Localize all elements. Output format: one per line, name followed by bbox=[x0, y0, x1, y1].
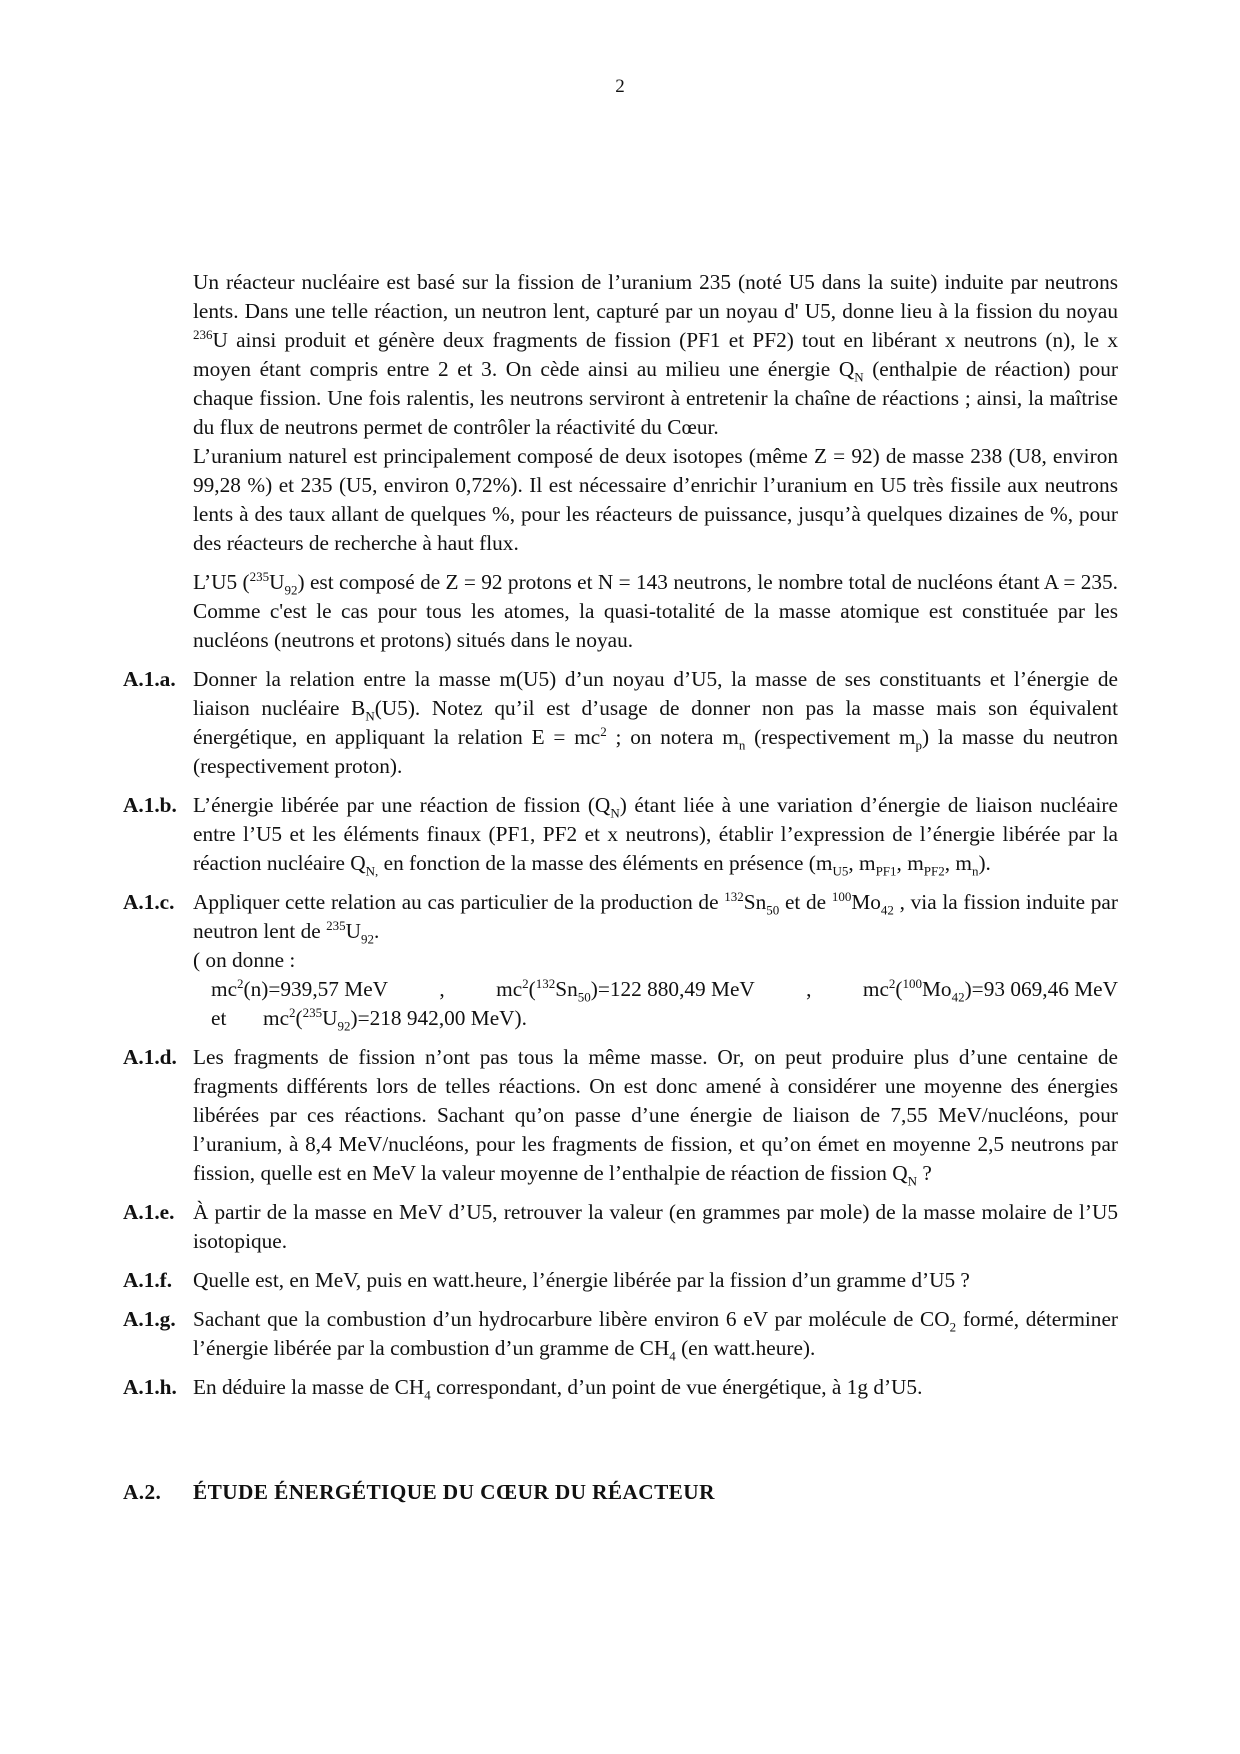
question-label: A.1.e. bbox=[123, 1200, 175, 1224]
page-number: 2 bbox=[615, 76, 625, 97]
question-label: A.1.g. bbox=[123, 1307, 176, 1331]
question-text: Sachant que la combustion d’un hydrocarbure libère environ 6 eV par molécule de $CO_2$ formé, déterminer l’énergie libérée par la combustion d’un gramme de $CH_4$ (en watt.heure). bbox=[193, 1307, 1118, 1364]
question-label: A.1.f. bbox=[123, 1268, 173, 1292]
question-a1a bbox=[123, 665, 1118, 781]
given-intro: ( on donne : bbox=[193, 948, 296, 972]
given-values-line-1: $mc^2(n)=939,57$ MeV , $mc^2(^{132}Sn_{50})=122$ 880,49 MeV , $mc^2(^{100}Mo_{42})=93$ 069,46 MeV bbox=[211, 975, 1118, 1005]
question-label: A.1.b. bbox=[123, 793, 177, 817]
section-title: ÉTUDE ÉNERGÉTIQUE DU CŒUR DU RÉACTEUR bbox=[193, 1480, 715, 1504]
question-label: A.1.c. bbox=[123, 890, 175, 914]
question-label: A.1.d. bbox=[123, 1045, 177, 1069]
question-label: A.1.h. bbox=[123, 1375, 177, 1399]
question-a1c bbox=[123, 888, 1118, 1033]
question-text: Donner la relation entre la masse m(U5) d’un noyau d’U5, la masse de ses constituants et l’énergie de liaison nucléaire $B_N(U5)$. Notez qu’il est d’usage de donner non pas la masse mais son équivalent énergétique, en appliquant la relation $E = mc^2$ ; on notera $m_n$ (respectivement $m_p$) la masse du neutron (respectivement proton). bbox=[193, 667, 1118, 778]
question-text: L’énergie libérée par une réaction de fission $(Q_N)$ étant liée à une variation d’énergie de liaison nucléaire entre l’U5 et les éléments finaux (PF1, PF2 et x neutrons), établir l’expression de l’énergie libérée par la réaction nucléaire $Q_{N,}$ en fonction de la masse des éléments en présence ($m_{U5}$, $m_{PF1}$, $m_{PF2}$, $m_n$). bbox=[193, 793, 1118, 879]
section-number: A.2. bbox=[123, 1480, 162, 1504]
question-text: Quelle est, en MeV, puis en watt.heure, l’énergie libérée par la fission d’un gramme d’U5 ? bbox=[193, 1268, 970, 1292]
question-a1f bbox=[123, 1266, 1118, 1295]
intro-paragraph-2: L’uranium naturel est principalement composé de deux isotopes (même Z = 92) de masse 238 (U8, environ 99,28 %) et 235 (U5, environ 0,72%). Il est nécessaire d’enrichir l’uranium en U5 très fissile aux neutrons lents à des taux allant de quelques %, pour les réacteurs de puissance, jusqu’à quelques dizaines de %, pour des réacteurs de recherche à haut flux. bbox=[193, 444, 1118, 555]
question-a1g bbox=[123, 1305, 1118, 1363]
given-values-line-2: et $mc^2(^{235}U_{92})=218$ 942,00 MeV). bbox=[211, 1004, 527, 1034]
question-text: Appliquer cette relation au cas particulier de la production de $^{132}Sn_{50}$ et de $^{100}Mo_{42}$ , via la fission induite par neutron lent de $^{235}U_{92}$. ( on donne : $mc^2(n)=939,57$ MeV , $mc^2(^{132}Sn_{50})=122$ 880,49 MeV , $mc^2(^{100}Mo_{42})=93$ 069,46 MeV et $mc^2(^{235}U_{92})=218$ 942,00 MeV). bbox=[193, 888, 1118, 1034]
question-a1d bbox=[123, 1043, 1118, 1188]
question-label: A.1.a. bbox=[123, 667, 176, 691]
question-a1h bbox=[123, 1373, 1118, 1402]
document-body bbox=[123, 268, 1118, 1507]
intro-paragraph-1: Un réacteur nucléaire est basé sur la fission de l’uranium 235 (noté U5 dans la suite) induite par neutrons lents. Dans une telle réaction, un neutron lent, capturé par un noyau d' U5, donne lieu à la fission du noyau $^{236}$U ainsi produit et génère deux fragments de fission (PF1 et PF2) tout en libérant x neutrons (n), le x moyen étant compris entre 2 et 3. On cède ainsi au milieu une énergie $Q_N$ (enthalpie de réaction) pour chaque fission. Une fois ralentis, les neutrons serviront à entretenir la chaîne de réactions ; ainsi, la maîtrise du flux de neutrons permet de contrôler la réactivité du Cœur. bbox=[193, 270, 1118, 439]
question-a1b bbox=[123, 791, 1118, 878]
question-text: Les fragments de fission n’ont pas tous la même masse. Or, on peut produire plus d’une centaine de fragments différents lors de telles réactions. On est donc amené à considérer une moyenne des énergies libérées par ces réactions. Sachant qu’on passe d’une énergie de liaison de 7,55 MeV/nucléons, pour l’uranium, à 8,4 MeV/nucléons, pour les fragments de fission, et qu’on émet en moyenne 2,5 neutrons par fission, quelle est en MeV la valeur moyenne de l’enthalpie de réaction de fission $Q_N$ ? bbox=[193, 1045, 1118, 1189]
question-a1e bbox=[123, 1198, 1118, 1256]
intro-paragraph-3: L’U5 $(^{235}U_{92})$ est composé de Z = 92 protons et N = 143 neutrons, le nombre total de nucléons étant A = 235. Comme c'est le cas pour tous les atomes, la quasi-totalité de la masse atomique est constituée par les nucléons (neutrons et protons) situés dans le noyau. bbox=[193, 568, 1118, 652]
question-text: En déduire la masse de $CH_4$ correspondant, d’un point de vue énergétique, à 1g d’U5. bbox=[193, 1375, 923, 1403]
question-text: À partir de la masse en MeV d’U5, retrouver la valeur (en grammes par mole) de la masse molaire de l’U5 isotopique. bbox=[193, 1200, 1118, 1253]
section-heading bbox=[123, 1478, 1118, 1507]
